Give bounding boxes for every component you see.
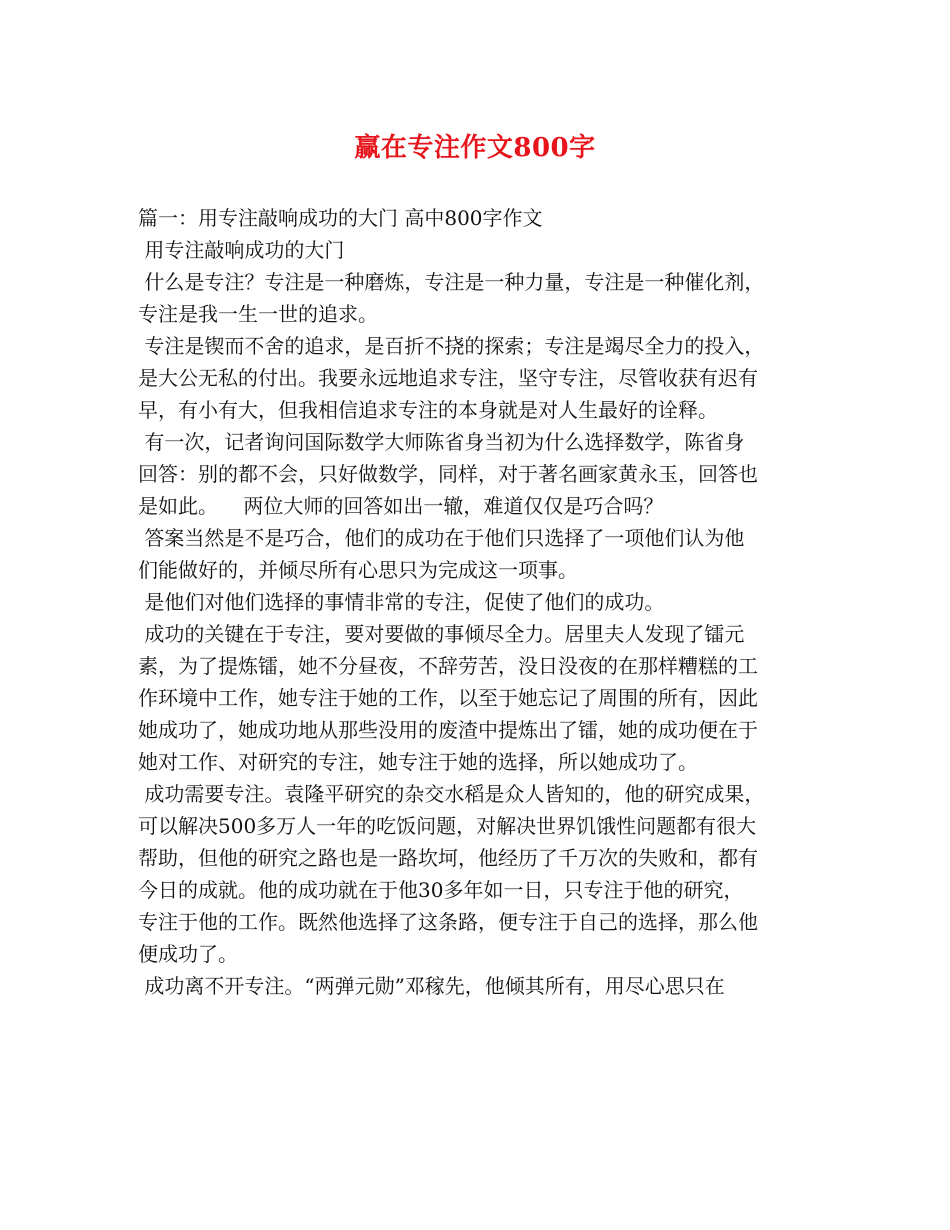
text-line: 便成功了。 [138, 942, 238, 966]
text-line: 们能做好的，并倾尽所有心思只为完成这一项事。 [138, 558, 578, 582]
text-line: 专注是我一生一世的追求。 [138, 302, 378, 326]
text-line: 什么是专注？专注是一种磨炼，专注是一种力量，专注是一种催化剂， [138, 270, 765, 294]
text-line: 她对工作、对研究的专注，她专注于她的选择，所以她成功了。 [138, 750, 698, 774]
text-line: 用专注敲响成功的大门 [138, 238, 345, 262]
text-line: 成功需要专注。袁隆平研究的杂交水稻是众人皆知的，他的研究成果， [138, 782, 765, 806]
text-line: 成功离不开专注。“两弹元勋”邓稼先，他倾其所有，用尽心思只在 [138, 974, 725, 998]
text-line: 成功的关键在于专注，要对要做的事倾尽全力。居里夫人发现了镭元 [138, 622, 745, 646]
document-body [138, 202, 824, 1002]
text-line: 今日的成就。他的成功就在于他30多年如一日，只专注于他的研究， [138, 878, 744, 902]
text-line: 是大公无私的付出。我要永远地追求专注，坚守专注，尽管收获有迟有 [138, 366, 758, 390]
text-line: 有一次，记者询问国际数学大师陈省身当初为什么选择数学，陈省身 [138, 430, 745, 454]
text-line: 篇一：用专注敲响成功的大门 高中800字作文 [138, 206, 543, 230]
text-line: 专注是锲而不舍的追求，是百折不挠的探索；专注是竭尽全力的投入， [138, 334, 765, 358]
text-line: 答案当然是不是巧合，他们的成功在于他们只选择了一项他们认为他 [138, 526, 745, 550]
text-line: 可以解决500多万人一年的吃饭问题，对解决世界饥饿性问题都有很大 [138, 814, 757, 838]
text-line: 作环境中工作，她专注于她的工作，以至于她忘记了周围的所有，因此 [138, 686, 758, 710]
text-line: 帮助，但他的研究之路也是一路坎坷，他经历了千万次的失败和，都有 [138, 846, 758, 870]
text-line: 是如此。 两位大师的回答如出一辙，难道仅仅是巧合吗？ [138, 494, 664, 518]
document-title: 赢在专注作文800字 [354, 133, 596, 163]
text-line: 回答：别的都不会，只好做数学，同样，对于著名画家黄永玉，回答也 [138, 462, 758, 486]
text-line: 专注于他的工作。既然他选择了这条路，便专注于自己的选择，那么他 [138, 910, 758, 934]
text-line: 是他们对他们选择的事情非常的专注，促使了他们的成功。 [138, 590, 665, 614]
text-line: 早，有小有大，但我相信追求专注的本身就是对人生最好的诠释。 [138, 398, 718, 422]
text-line: 她成功了，她成功地从那些没用的废渣中提炼出了镭，她的成功便在于 [138, 718, 758, 742]
text-line: 素，为了提炼镭，她不分昼夜，不辞劳苦，没日没夜的在那样糟糕的工 [138, 654, 758, 678]
